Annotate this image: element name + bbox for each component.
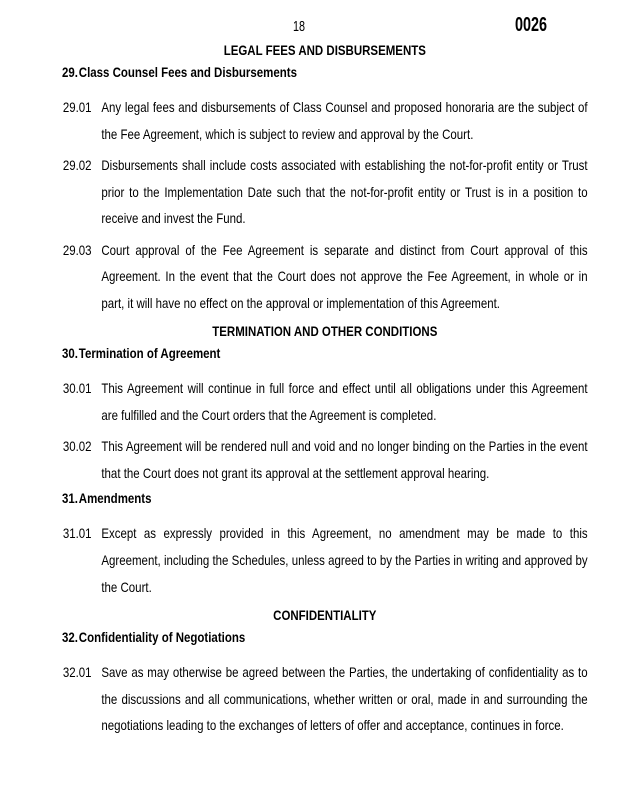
section-title: Confidentiality of Negotiations: [78, 629, 246, 646]
section-title: Termination of Agreement: [78, 345, 221, 362]
paragraph-number: 30.02: [62, 438, 92, 455]
paragraph-number: 29.03: [62, 241, 92, 258]
paragraph-number: 32.01: [62, 664, 92, 681]
part-heading-termination: TERMINATION AND OTHER CONDITIONS: [212, 323, 438, 340]
section-heading-31: [62, 489, 588, 507]
section-heading-32: [62, 628, 588, 646]
paragraph-text: Save as may otherwise be agreed between the Parties, the undertaking of confidentiality as to the discussions and all communications, whether written or oral, made in and surrounding the negotiations leading to the exchanges of letters of offer and acceptance, continues in force.: [101, 664, 588, 734]
section-number: 31.: [62, 490, 78, 507]
paragraph-text: Any legal fees and disbursements of Class Counsel and proposed honoraria are the subject of the Fee Agreement, which is subject to review and approval by the Court.: [101, 99, 588, 142]
paragraph-text: Disbursements shall include costs associated with establishing the not-for-profit entity or Trust prior to the Implementation Date such that the not-for-profit entity or Trust is in a position to receive and invest the Fund.: [101, 156, 588, 227]
paragraph-number: 30.01: [62, 380, 92, 397]
paragraph-text: Except as expressly provided in this Agreement, no amendment may be made to this Agreement, including the Schedules, unless agreed to by the Parties in writing and approved by the Court.: [101, 525, 588, 595]
paragraph-32-01: [62, 659, 588, 739]
paragraph-number: 31.01: [62, 525, 92, 542]
paragraph-text: Court approval of the Fee Agreement is separate and distinct from Court approval of this Agreement. In the event that the Court does not approve the Fee Agreement, in whole or in part, it will have no effect on the approval or implementation of this Agreement.: [101, 241, 588, 311]
section-heading-30: [62, 344, 588, 362]
paragraph-29-01: [62, 94, 588, 147]
section-heading-29: [62, 63, 588, 81]
section-number: 29.: [62, 64, 78, 80]
section-title: Amendments: [78, 490, 152, 507]
paragraph-text: This Agreement will continue in full force and effect until all obligations under this Agreement are fulfilled and the Court orders that the Agreement is completed.: [101, 380, 588, 423]
paragraph-number: 29.02: [62, 156, 92, 173]
paragraph-text: This Agreement will be rendered null and void and no longer binding on the Parties in the event that the Court does not grant its approval at the settlement approval hearing.: [101, 438, 588, 481]
bates-stamp-number: 0026: [515, 14, 548, 36]
section-number: 30.: [62, 345, 78, 362]
part-heading-legal-fees: LEGAL FEES AND DISBURSEMENTS: [223, 42, 426, 58]
section-title: Class Counsel Fees and Disbursements: [78, 64, 297, 80]
document-body: [62, 0, 624, 739]
section-number: 32.: [62, 629, 78, 646]
paragraph-31-01: [62, 520, 588, 600]
paragraph-29-02: [62, 152, 588, 232]
part-heading-confidentiality: CONFIDENTIALITY: [273, 607, 377, 624]
paragraph-30-02: [62, 433, 588, 486]
paragraph-29-03: [62, 237, 588, 317]
page-number: 18: [293, 18, 306, 35]
paragraph-number: 29.01: [62, 99, 92, 115]
paragraph-30-01: [62, 375, 588, 428]
